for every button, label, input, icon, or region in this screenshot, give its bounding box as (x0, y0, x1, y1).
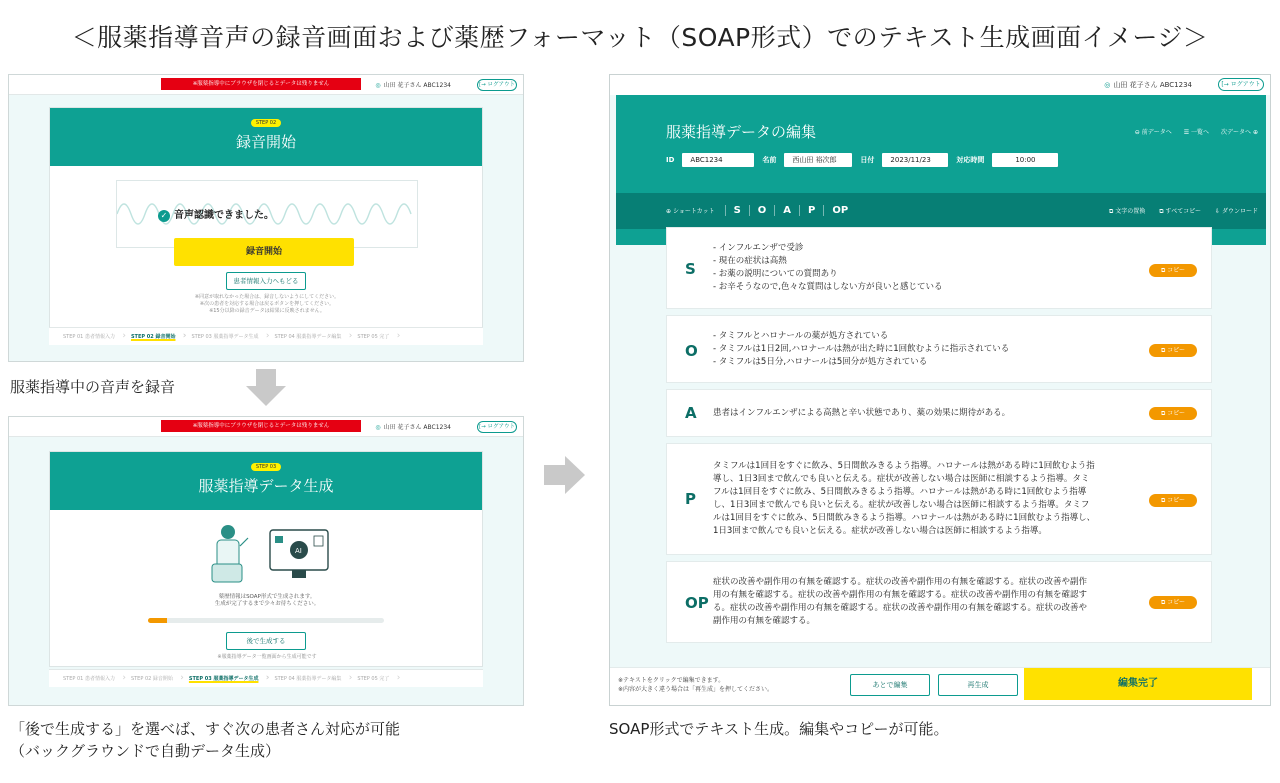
soap-section-p (666, 443, 1212, 555)
edit-screen (609, 74, 1271, 706)
copy-button[interactable]: ⧉ コピー (1149, 407, 1197, 420)
back-to-patient-button[interactable]: 患者情報入力へもどる (226, 272, 306, 290)
caption-soap: SOAP形式でテキスト生成。編集やコピーが可能。 (609, 720, 949, 738)
download-button[interactable]: ⇩ ダウンロード (1215, 208, 1258, 215)
id-field[interactable]: ABC1234 (682, 153, 754, 167)
text-line: ルは1回目をすぐに飲み、5日間飲みきるよう指導。ハロナールは熱がある時に1回飲むよう指導し、 (713, 513, 1096, 523)
user-info (375, 422, 451, 431)
generation-status (50, 594, 484, 608)
tab-actions (1109, 206, 1258, 216)
text-line: - お辛そうなので,色々な質問はしない方が良いと感じている (713, 282, 943, 292)
section-letter: P (685, 490, 696, 508)
record-start-button[interactable]: 録音開始 (174, 238, 354, 266)
step-3: STEP 03 服薬指導データ生成 › (184, 333, 267, 340)
recording-screen (8, 74, 524, 362)
logout-button[interactable] (477, 421, 517, 433)
tab-band (616, 193, 1266, 229)
warning-banner: ※服薬指導中にブラウザを閉じるとデータは残りません (161, 78, 361, 90)
section-text[interactable] (713, 330, 1137, 369)
user-icon: ◎ (375, 82, 381, 89)
footer-note: ※内容が大きく違う場合は「再生成」を押してください。 (618, 686, 774, 693)
shortcut-label: ⊕ ショートカット (666, 208, 715, 215)
copy-button[interactable]: ⧉ コピー (1149, 596, 1197, 609)
step-badge: STEP 02 (251, 119, 281, 127)
card-title: 録音開始 (235, 133, 296, 151)
section-letter: A (685, 404, 697, 422)
step-4: STEP 04 服薬指導データ編集 › (266, 333, 349, 340)
recognized-message (158, 206, 274, 222)
tab-a[interactable]: A (774, 205, 799, 216)
later-note: ※服薬指導データ一覧画面から生成可能です (217, 654, 317, 660)
step-4: STEP 04 服薬指導データ編集 › (266, 675, 349, 682)
copy-label: コピー (1167, 410, 1185, 417)
logout-icon: [→ (478, 82, 486, 88)
card-header (50, 108, 482, 166)
footer-notes (618, 676, 773, 694)
tab-s[interactable]: S (725, 205, 749, 216)
text-line: フルは1回目をすぐに飲み、5日間飲みきるよう指導。ハロナールは熱がある時に1回飲むよう指導 (713, 487, 1087, 497)
user-icon: ◎ (375, 424, 381, 431)
text-line: - 現在の症状は高熱 (713, 256, 787, 266)
text-line: し、1日3回まで飲んでも良いと伝える。症状が改善しない場合は医師に相談するよう指導。タミフ (713, 500, 1090, 510)
step-1: STEP 01 患者情報入力 › (55, 333, 123, 340)
logout-button[interactable] (477, 79, 517, 91)
status-line: 薬歴情報はSOAP形式で生成されます。 (218, 594, 316, 600)
text-line: タミフルは1回目をすぐに飲み、5日間飲みきるよう指導。ハロナールは熱がある時に1回飲むよう指 (713, 461, 1095, 471)
user-id: ABC1234 (1159, 81, 1192, 89)
svg-text:AI: AI (295, 547, 302, 555)
soap-tabs (725, 205, 857, 216)
date-field[interactable]: 2023/11/23 (882, 153, 948, 167)
main-title: ＜服薬指導音声の録音画面および薬歴フォーマット（SOAP形式）でのテキスト生成画面イメージ＞ (71, 23, 1209, 52)
step-5: STEP 05 完了 › (349, 675, 397, 682)
name-field[interactable]: 西山田 裕次郎 (784, 153, 852, 167)
logout-button[interactable] (1218, 78, 1264, 91)
prev-data-link[interactable]: ⊖ 前データへ (1134, 129, 1172, 136)
text-line: 副作用の有無を確認する。 (713, 616, 816, 626)
steps-bar (49, 327, 483, 345)
top-bar (9, 417, 523, 437)
note-line: ※次の患者を対応する場合は戻るボタンを押してください。 (199, 301, 335, 307)
caption-line: （バックグラウンドで自動データ生成） (10, 742, 281, 760)
steps-bar (49, 669, 483, 687)
tab-o[interactable]: O (749, 205, 775, 216)
top-bar (610, 75, 1270, 95)
section-text[interactable] (713, 242, 1137, 294)
warning-banner: ※服薬指導中にブラウザを閉じるとデータは残りません (161, 420, 361, 432)
generate-later-button[interactable]: 後で生成する (226, 632, 306, 650)
copy-button[interactable]: ⧉ コピー (1149, 344, 1197, 357)
copy-label: コピー (1167, 347, 1185, 354)
time-label: 対応時間 (956, 156, 985, 164)
note-line: ※同意が取れなかった場合は、録音しないようにしてください。 (194, 294, 340, 300)
prev-label: 前データへ (1141, 129, 1172, 136)
text-line: る。症状の改善や副作用の有無を確認する。症状の改善や副作用の有無を確認する。症状の改善や (713, 603, 1088, 613)
caption-line: 「後で生成する」を選べば、すぐ次の患者さん対応が可能 (10, 720, 401, 738)
next-data-link[interactable]: 次データへ ⊕ (1221, 129, 1258, 136)
logout-icon: [→ (478, 424, 486, 430)
copy-label: コピー (1167, 267, 1185, 274)
next-label: 次データへ (1221, 129, 1252, 136)
page-title: 服薬指導データの編集 (666, 123, 817, 141)
list-label: 一覧へ (1191, 129, 1210, 136)
step-5: STEP 05 完了 › (349, 333, 397, 340)
status-line: 生成が完了するまで少々お待ちください。 (214, 601, 320, 607)
logout-label: ログアウト (487, 424, 516, 430)
edit-footer (610, 667, 1270, 706)
section-text[interactable] (713, 407, 1137, 420)
text-line: - タミフルとハロナールの薬が処方されている (713, 331, 889, 341)
text-line: - お薬の説明についての質問あり (713, 269, 838, 279)
text-line: 用の有無を確認する。症状の改善や副作用の有無を確認する。症状の改善や副作用の有無を確認す (713, 590, 1088, 600)
step-2: STEP 02 録音開始 › (123, 675, 181, 682)
copy-button[interactable]: ⧉ コピー (1149, 264, 1197, 277)
regenerate-button[interactable]: 再生成 (938, 674, 1018, 696)
text-line: 1日3回まで飲んでも良いと伝える。症状が改善しない場合は医師に相談するよう指導。 (713, 526, 1047, 536)
check-icon: ✓ (158, 210, 170, 222)
logout-label: ログアウト (1230, 81, 1261, 88)
user-icon: ◎ (1104, 81, 1111, 89)
copy-all-label: すべてコピー (1165, 208, 1202, 215)
text-line: - タミフルは5日分,ハロナールは5回分が処方されている (713, 357, 928, 367)
step-badge: STEP 03 (251, 463, 281, 471)
section-letter: O (685, 342, 698, 360)
tab-p[interactable]: P (799, 205, 823, 216)
section-letter: OP (685, 594, 709, 612)
section-letter: S (685, 260, 696, 278)
recording-notes (50, 294, 484, 315)
user-name: 山田 花子さん (383, 82, 422, 89)
generation-screen (8, 416, 524, 706)
time-field[interactable]: 10:00 (992, 153, 1058, 167)
copy-button[interactable]: ⧉ コピー (1149, 494, 1197, 507)
edit-later-button[interactable]: あとで編集 (850, 674, 930, 696)
edit-done-button[interactable]: 編集完了 (1024, 668, 1252, 700)
list-link[interactable]: ☰ 一覧へ (1183, 129, 1210, 136)
name-label: 名前 (762, 156, 777, 164)
text-line: 患者はインフルエンザによる高熱と辛い状態であり、薬の効果に期待がある。 (713, 408, 1011, 418)
section-text[interactable] (713, 460, 1137, 538)
copy-label: コピー (1167, 599, 1185, 606)
text-line: 導し、1日3回まで飲んでも良いと伝える。症状が改善しない場合は医師に相談するよう指導。タミ (713, 474, 1090, 484)
tab-op[interactable]: OP (823, 205, 856, 216)
soap-section-o (666, 315, 1212, 383)
caption-generate (10, 718, 400, 762)
recognized-text: 音声認識できました。 (174, 210, 274, 221)
user-info (1104, 80, 1192, 90)
shortcut-text: ショートカット (672, 208, 715, 215)
record-nav (1135, 127, 1258, 136)
generation-progress-bar (148, 618, 384, 623)
shortcut-bar (666, 205, 856, 216)
progress-fill (148, 618, 167, 623)
soap-section-s (666, 227, 1212, 309)
text-line: - タミフルは1日2回,ハロナールは熱が出た時に1回飲むように指示されている (713, 344, 1010, 354)
step-1: STEP 01 患者情報入力 › (55, 675, 123, 682)
footer-note: ※テキストをクリックで編集できます。 (618, 677, 725, 684)
text-line: 症状の改善や副作用の有無を確認する。症状の改善や副作用の有無を確認する。症状の改善や副作 (713, 577, 1088, 587)
card-title: 服薬指導データ生成 (198, 477, 334, 495)
text-line: - インフルエンザで受診 (713, 243, 804, 253)
user-id: ABC1234 (423, 82, 451, 89)
section-text[interactable] (713, 576, 1137, 628)
card-header (50, 452, 482, 510)
top-bar (9, 75, 523, 95)
step-3: STEP 03 服薬指導データ生成 › (181, 675, 267, 682)
user-name: 山田 花子さん (383, 424, 422, 431)
logout-icon: [→ (1221, 81, 1229, 88)
date-label: 日付 (860, 156, 875, 164)
step-2: STEP 02 録音開始 › (123, 333, 184, 340)
user-name: 山田 花子さん (1113, 81, 1158, 89)
recording-card (49, 107, 483, 329)
patient-info-row (666, 153, 1058, 167)
copy-label: コピー (1167, 497, 1185, 504)
user-id: ABC1234 (423, 424, 451, 431)
id-label: ID (666, 156, 675, 164)
soap-section-op (666, 561, 1212, 643)
replace-text-button[interactable]: ⧉ 文字の置換 (1108, 208, 1146, 215)
pharmacist-ai-illustration (200, 520, 340, 588)
soap-section-a (666, 389, 1212, 437)
replace-label: 文字の置換 (1115, 208, 1146, 215)
copy-all-button[interactable]: ⧉ すべてコピー (1159, 208, 1202, 215)
user-info (375, 80, 451, 89)
caption-recording: 服薬指導中の音声を録音 (10, 378, 176, 396)
download-label: ダウンロード (1221, 208, 1258, 215)
generation-card (49, 451, 483, 667)
note-line: ※15分以降の録音データは結果に反映されません。 (209, 308, 325, 314)
logout-label: ログアウト (487, 82, 516, 88)
